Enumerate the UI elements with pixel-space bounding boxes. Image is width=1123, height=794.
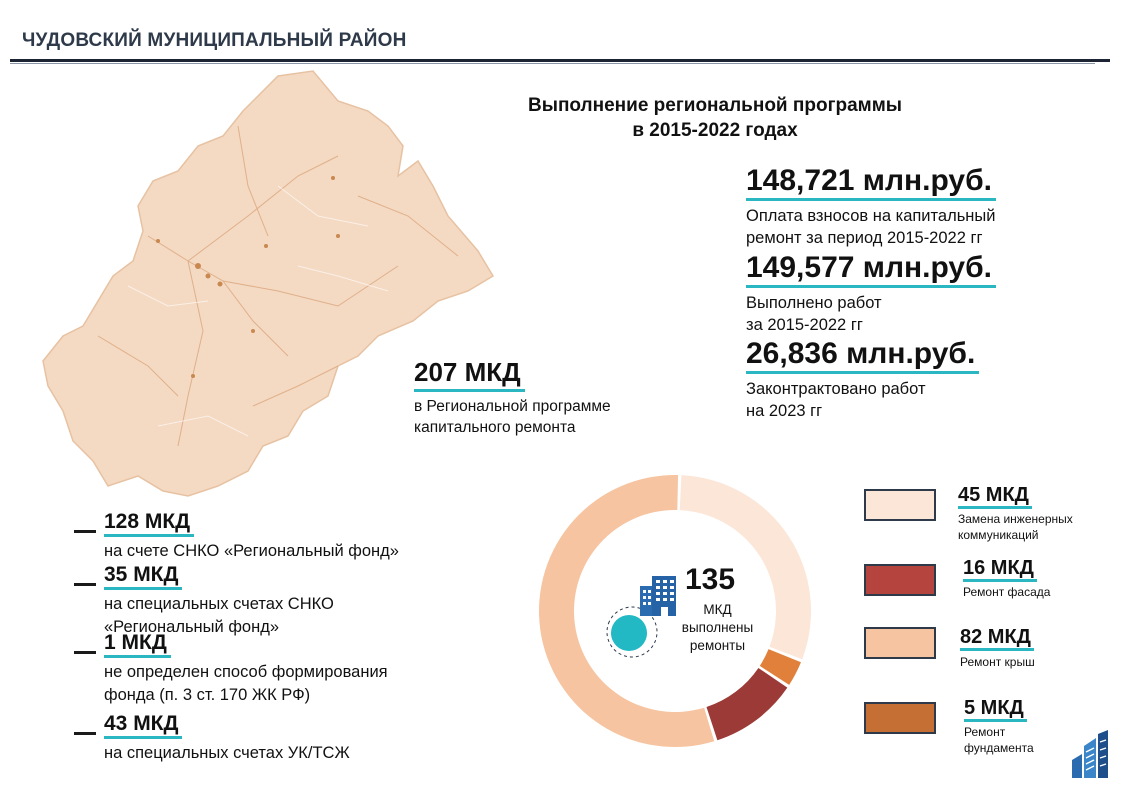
legend-value-utilities: 45 МКД	[958, 484, 1032, 509]
fund-item-desc-line1: на специальных счетах СНКО	[104, 595, 334, 613]
list-dash	[74, 583, 96, 586]
legend-value-foundation: 5 МКД	[964, 697, 1027, 722]
legend-desc-utilities	[958, 511, 1108, 543]
fund-item-desc	[104, 742, 504, 765]
list-dash	[74, 530, 96, 533]
fund-item-desc-line1: на специальных счетах УК/ТСЖ	[104, 744, 350, 762]
finance-stat-desc-line1: Выполнено работ	[746, 294, 882, 312]
donut-center-label	[670, 601, 765, 655]
fund-item-value: 43 МКД	[104, 712, 182, 739]
fund-item-desc-line1: не определен способ формирования	[104, 663, 388, 681]
fund-item-value: 35 МКД	[104, 563, 182, 590]
fund-item-value: 128 МКД	[104, 510, 194, 537]
finance-stat-completed	[746, 251, 996, 336]
finance-stat-desc	[746, 205, 996, 249]
legend-desc-line1: Ремонт крыш	[960, 655, 1035, 669]
district-map	[38, 66, 508, 506]
legend-swatch-roof	[864, 627, 936, 659]
buildings-logo-icon	[1068, 730, 1110, 780]
page-title: ЧУДОВСКИЙ МУНИЦИПАЛЬНЫЙ РАЙОН	[22, 30, 407, 51]
legend-desc-line2: фундамента	[964, 741, 1034, 755]
legend-swatch-facade	[864, 564, 936, 596]
legend-value-facade: 16 МКД	[963, 557, 1037, 582]
finance-stat-contributions	[746, 164, 996, 249]
finance-stat-desc-line2: за 2015-2022 гг	[746, 316, 863, 334]
program-title-line1: Выполнение региональной программы	[528, 95, 902, 116]
finance-stat-desc	[746, 292, 996, 336]
donut-slice-facade	[706, 668, 787, 740]
legend-value-roof: 82 МКД	[960, 626, 1034, 651]
legend-desc-facade	[963, 584, 1113, 600]
legend-desc-line1: Замена инженерных	[958, 512, 1073, 526]
finance-stat-desc-line1: Оплата взносов на капитальный	[746, 207, 996, 225]
header-divider	[10, 59, 1110, 62]
finance-stat-contracted	[746, 337, 979, 422]
finance-stat-value: 148,721 млн.руб.	[746, 164, 996, 201]
fund-item-desc-line2: фонда (п. 3 ст. 170 ЖК РФ)	[104, 686, 311, 704]
donut-center-label-line2: выполнены	[681, 620, 754, 635]
fund-item-desc-line1: на счете СНКО «Региональный фонд»	[104, 542, 399, 560]
finance-stat-desc-line1: Законтрактовано работ	[746, 380, 926, 398]
regional-program-stat	[414, 355, 611, 438]
fund-item-desc	[104, 540, 504, 563]
donut-center-label-line3: ремонты	[689, 638, 746, 653]
finance-stat-value: 26,836 млн.руб.	[746, 337, 979, 374]
finance-stat-desc-line2: ремонт за период 2015-2022 гг	[746, 229, 983, 247]
regional-program-value: 207 МКД	[414, 355, 525, 392]
regional-program-desc-line2: капитального ремонта	[414, 419, 576, 436]
fund-item-desc-line2: «Региональный фонд»	[104, 618, 279, 636]
legend-desc-line2: коммуникаций	[958, 528, 1039, 542]
finance-stat-desc	[746, 378, 979, 422]
donut-center-label-line1: МКД	[703, 602, 732, 617]
regional-program-desc-line1: в Региональной программе	[414, 398, 611, 415]
legend-swatch-utilities	[864, 489, 936, 521]
finance-stat-value: 149,577 млн.руб.	[746, 251, 996, 288]
fund-item-value: 1 МКД	[104, 631, 171, 658]
program-title-line2: в 2015-2022 годах	[632, 120, 798, 141]
legend-desc-roof	[960, 654, 1110, 670]
regional-program-desc	[414, 396, 611, 438]
list-dash	[74, 732, 96, 735]
legend-swatch-foundation	[864, 702, 936, 734]
fund-item-desc	[104, 661, 504, 707]
finance-stat-desc-line2: на 2023 гг	[746, 402, 823, 420]
list-dash	[74, 651, 96, 654]
program-title	[480, 93, 950, 143]
donut-center-number: 135	[685, 563, 736, 596]
legend-desc-line1: Ремонт фасада	[963, 585, 1051, 599]
legend-desc-line1: Ремонт	[964, 725, 1006, 739]
